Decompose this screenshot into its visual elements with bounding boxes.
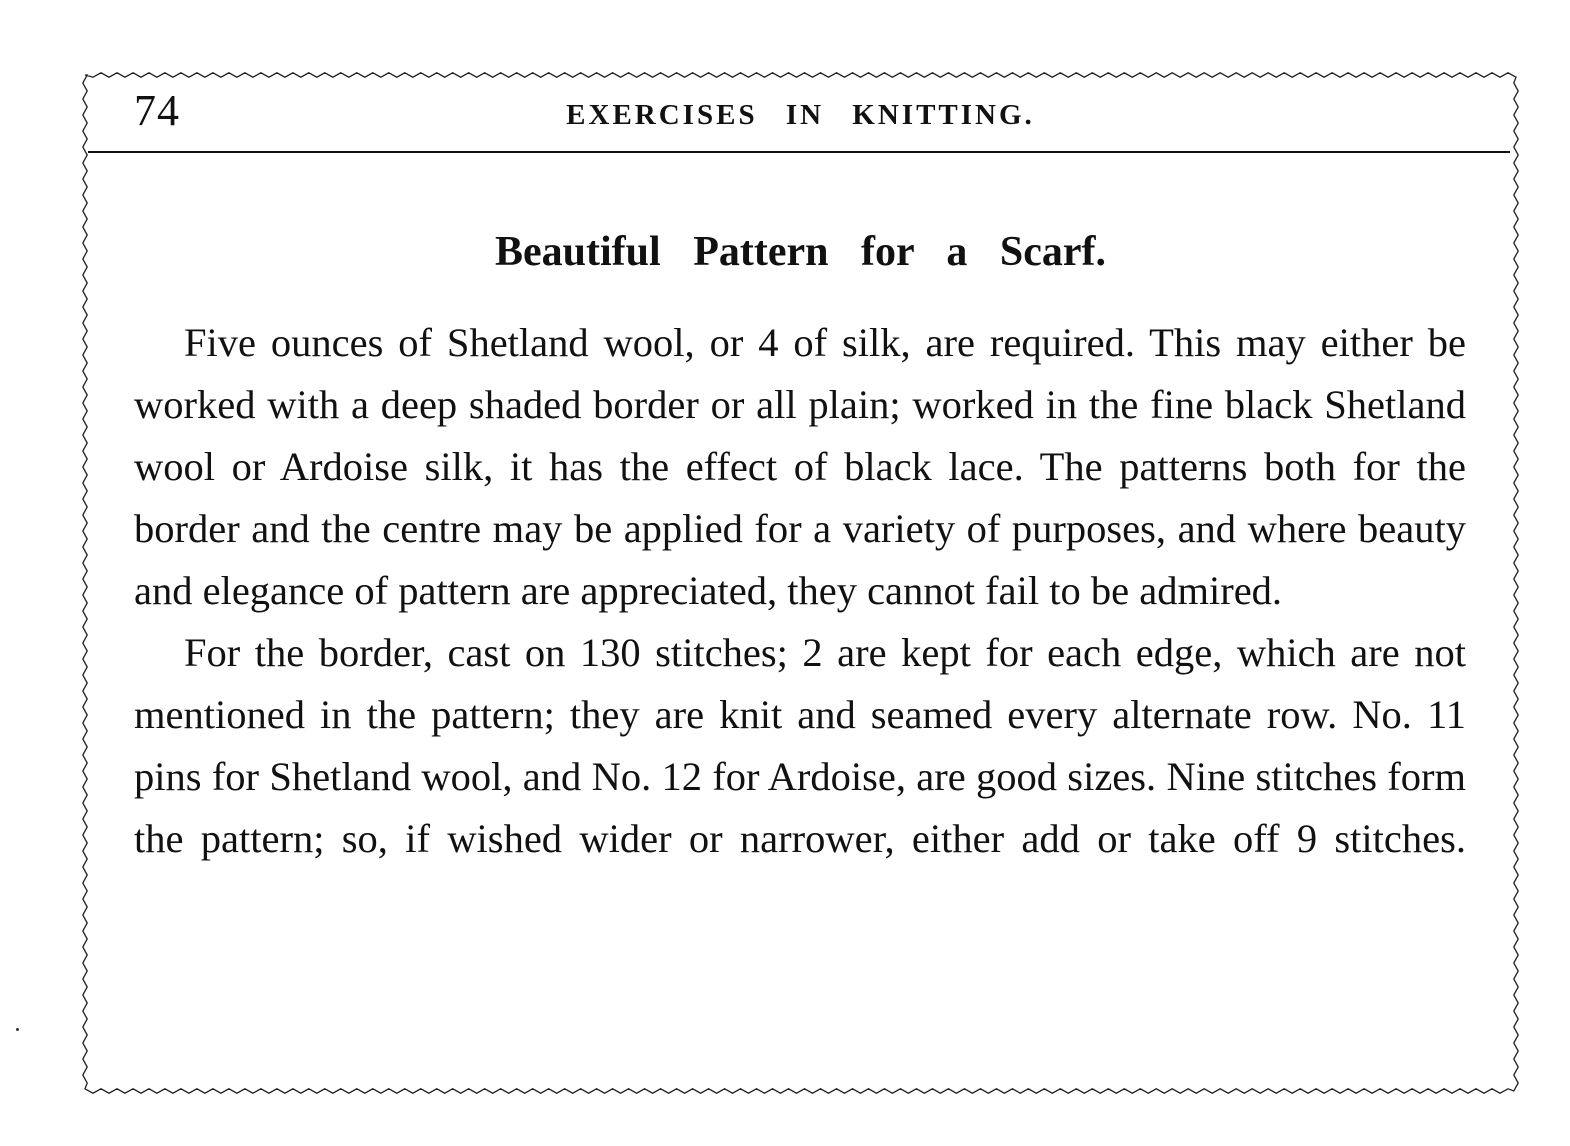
- page-number: 74: [134, 86, 180, 135]
- body-text: [134, 312, 1466, 870]
- section-title: Beautiful Pattern for a Scarf.: [495, 229, 1106, 275]
- stray-ink-dot: [16, 1028, 19, 1031]
- header-rule: [88, 151, 1510, 153]
- running-title: EXERCISES IN KNITTING.: [566, 99, 1035, 131]
- page-frame: [82, 72, 1519, 1094]
- paragraph: Five ounces of Shetland wool, or 4 of silk, are required. This may either be worked with a deep shaded border or all plain; worked in the fine black Shetland wool or Ardoise silk, it has the effect of black lace. The patterns both for the border and the centre may be applied for a variety of purposes, and where beauty and elegance of pattern are appreciated, they cannot fail to be admired.: [134, 320, 1466, 613]
- paragraph: For the border, cast on 130 stitches; 2 are kept for each edge, which are not mentioned in the pattern; they are knit and seamed every alternate row. No. 11 pins for Shetland wool, and No. 12 for Ardoise, are good sizes. Nine stitches form the pattern; so, if wished wider or narrower, either add or take off 9 stitches.: [134, 630, 1466, 861]
